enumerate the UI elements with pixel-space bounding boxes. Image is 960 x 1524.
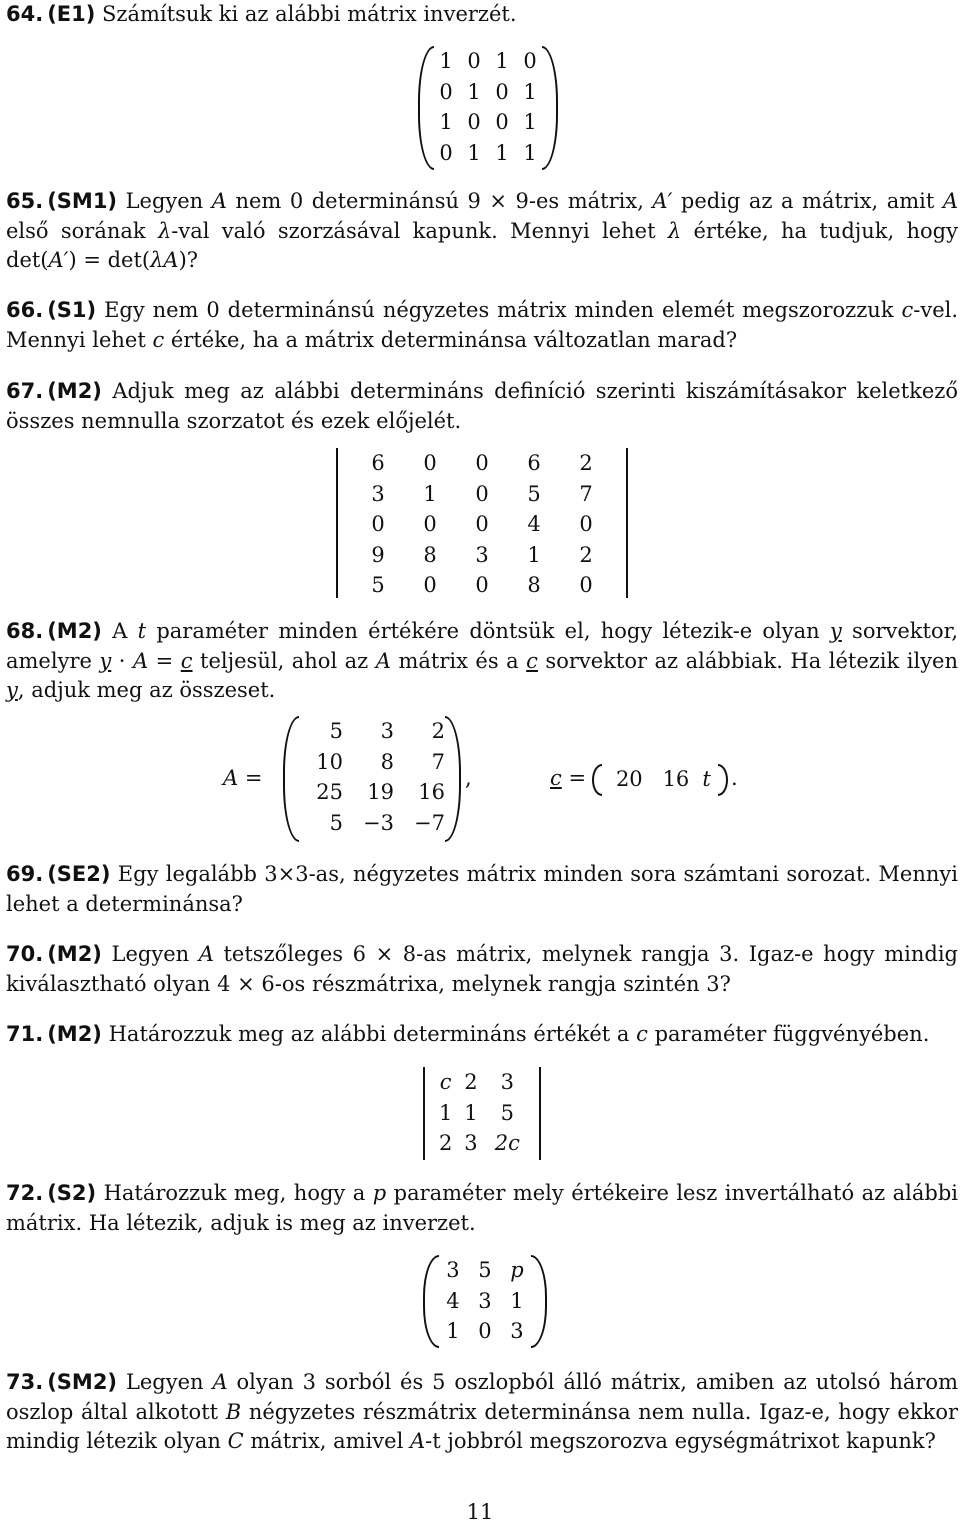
cell: 7 (579, 481, 593, 506)
text-run: olyan 3 sorból és 5 oszlopból álló mátrix, amiben az utolsó három oszlop által alkotott (6, 1370, 958, 1424)
matrix-row (437, 1286, 533, 1317)
right-paren (542, 46, 558, 170)
text-run: ) = det( (68, 248, 151, 272)
cell: 16 (418, 780, 445, 804)
problem-code: (E1) (47, 2, 96, 26)
matrix-table (432, 46, 544, 168)
math-var: A (942, 189, 958, 213)
cell: 2c (494, 1131, 520, 1155)
problem-71 (6, 1020, 958, 1050)
left-bar (336, 448, 338, 598)
cell: 1 (446, 1319, 460, 1343)
text-run: Határozzuk meg az alábbi determináns értékét a (108, 1022, 637, 1046)
text-run: mátrix, amivel (243, 1429, 410, 1453)
cell: 4 (446, 1288, 460, 1313)
problem-code: (SM2) (47, 1370, 118, 1394)
matrix-row (432, 138, 544, 169)
cell: 9 (371, 542, 385, 567)
problem-number: 71. (6, 1022, 44, 1046)
cell: 0 (478, 1319, 492, 1343)
math-var: c (152, 327, 165, 352)
problem-number: 66. (6, 298, 44, 322)
math-vector: y (6, 678, 18, 702)
math-vector: y (829, 619, 842, 643)
determinant-67 (336, 448, 628, 598)
cell: 6 (371, 451, 385, 475)
cell: 7 (431, 749, 445, 774)
cell: t (702, 767, 711, 791)
cell: 0 (423, 573, 437, 597)
text-run: A (112, 619, 138, 643)
comma (465, 766, 472, 790)
cell: 5 (329, 719, 344, 743)
math-var: A′ (652, 189, 673, 213)
cell: 3 (464, 1131, 478, 1155)
cell: 0 (475, 512, 489, 536)
cell: 5 (500, 1100, 514, 1125)
math-var: A (198, 942, 214, 966)
cell: 5 (371, 573, 385, 597)
matrix-table (437, 1255, 533, 1347)
matrix-row (352, 479, 612, 510)
cell: 0 (467, 49, 481, 73)
cell: 1 (439, 49, 453, 73)
cell: 3 (478, 1288, 492, 1313)
matrix-row (432, 77, 544, 108)
matrix-row (352, 448, 612, 479)
text-run: négyzetes részmátrix determinánsa nem nulla. Igaz-e, hogy ekkor mindig létezik olyan (6, 1399, 958, 1453)
cell: 3 (510, 1319, 524, 1343)
text-run: első sorának (6, 218, 158, 243)
cell: 0 (423, 512, 437, 536)
problem-code: (M2) (47, 379, 102, 403)
problem-code: (M2) (47, 1022, 102, 1046)
matrix-row (433, 1098, 531, 1129)
problem-70 (6, 940, 958, 999)
problem-number: 70. (6, 942, 44, 966)
text-run: Egy nem 0 determinánsú négyzetes mátrix minden elemét megszorozzuk (104, 298, 902, 322)
punct: . (731, 766, 738, 790)
vector-row (606, 764, 714, 795)
cell: 8 (423, 542, 437, 567)
cell: 25 (316, 780, 344, 804)
matrix-row (299, 808, 445, 839)
determinant-71 (423, 1067, 541, 1160)
cell: 20 (615, 767, 643, 791)
text-run: sorvektor az alábbiak. Ha létezik ilyen (537, 648, 959, 673)
text-run: Legyen (125, 1370, 213, 1394)
cell: 3 (475, 542, 489, 567)
cell: 0 (475, 573, 489, 597)
cell: 3 (380, 719, 394, 743)
problem-number: 72. (6, 1181, 44, 1205)
left-paren (592, 764, 602, 796)
text-run: Határozzuk meg, hogy a (103, 1181, 373, 1205)
cell: 8 (380, 749, 394, 774)
problem-text: Egy legalább 3×3-as, négyzetes mátrix minden sora számtani sorozat. Mennyi lehet a determinánsa? (6, 862, 958, 916)
cell: 1 (467, 79, 481, 104)
period (731, 766, 738, 790)
text-run: Legyen (125, 189, 212, 213)
punct: , (465, 766, 472, 790)
cell: c (439, 1070, 452, 1094)
math-var: t (137, 619, 147, 643)
math-var: λ (667, 218, 682, 243)
math-var: C (227, 1429, 244, 1453)
cell: 2 (438, 1131, 453, 1155)
cell: 1 (439, 110, 453, 134)
cell: 0 (371, 512, 385, 536)
cell: 1 (523, 110, 537, 134)
left-bar (423, 1067, 425, 1160)
cell: 0 (475, 481, 489, 506)
cell: 2 (579, 542, 593, 567)
cell: 2 (464, 1070, 478, 1094)
cell: 0 (495, 110, 509, 134)
cell: −7 (414, 810, 445, 835)
math-var: λA (150, 248, 179, 272)
problem-code: (S1) (47, 298, 97, 322)
text-run: )? (178, 248, 199, 272)
cell: 3 (446, 1258, 460, 1282)
matrix-row (437, 1316, 533, 1347)
math-vector: c (526, 648, 538, 673)
cell: 16 (662, 767, 690, 791)
matrix-row (432, 46, 544, 77)
text-run: = (148, 648, 181, 673)
cell: 4 (527, 512, 541, 536)
cell: 10 (316, 749, 344, 774)
math-vector: c (180, 648, 193, 673)
cell: 2 (431, 719, 445, 743)
c-vector (592, 764, 728, 796)
right-bar (626, 448, 628, 598)
problem-code: (S2) (47, 1181, 97, 1205)
cell: 0 (579, 573, 593, 597)
matrix-64 (418, 46, 558, 170)
problem-code: (SE2) (47, 862, 111, 886)
text-run: paraméter függvényében. (647, 1022, 930, 1046)
text-run: tetszőleges 6 × 8-as mátrix, melynek rangja 3. Igaz-e hogy mindig kiválasztható olyan 4 × 6-os részmátrixa, melynek rangja szintén 3? (6, 942, 958, 996)
matrix-row (433, 1128, 531, 1159)
problem-68 (6, 617, 958, 706)
cell: 0 (495, 79, 509, 104)
text-run: -val való szorzásával kapunk. Mennyi lehet (171, 218, 668, 243)
math-vector: c (550, 766, 562, 790)
math-var: A (212, 1370, 228, 1394)
problem-text: Számítsuk ki az alábbi mátrix inverzét. (102, 2, 517, 26)
matrix-row (437, 1255, 533, 1286)
problem-66 (6, 296, 958, 355)
matrix-row (433, 1067, 531, 1098)
cell: 1 (495, 140, 509, 165)
math-var: A (211, 189, 227, 213)
text-run: Legyen (111, 942, 199, 966)
matrix-72 (423, 1255, 547, 1348)
math-vector: y (99, 648, 112, 673)
math-var: A (375, 648, 391, 673)
text-run: értéke, ha a mátrix determinánsa változatlan marad? (164, 327, 738, 352)
A-label (223, 766, 262, 790)
cell: 0 (467, 110, 481, 134)
cell: 1 (423, 481, 437, 506)
problem-code: (M2) (47, 942, 102, 966)
cell: 2 (579, 451, 593, 475)
problem-number: 64. (6, 2, 44, 26)
cell: 8 (527, 573, 541, 597)
matrix-table (352, 448, 612, 601)
text-run: nem 0 determinánsú 9 × 9-es mátrix, (226, 189, 653, 213)
right-paren (445, 716, 461, 842)
cell: 5 (329, 810, 344, 835)
text-run: mátrix és a (390, 648, 527, 673)
left-paren (283, 716, 299, 842)
problem-number: 65. (6, 189, 44, 213)
problem-73 (6, 1368, 958, 1457)
problem-69 (6, 860, 958, 919)
text-run: · (111, 648, 133, 673)
math-var: p (372, 1181, 387, 1205)
cell: 6 (527, 451, 541, 475)
cell: 1 (438, 1100, 453, 1125)
problem-67 (6, 377, 958, 436)
matrix-row (352, 570, 612, 601)
text-run: , adjuk meg az összeset. (17, 678, 276, 702)
matrix-row (352, 509, 612, 540)
text-run: értéke, ha tudjuk, hogy det( (6, 218, 958, 272)
matrix-row (299, 747, 445, 778)
equals: = (561, 766, 587, 790)
matrix-row (299, 777, 445, 808)
text-run: paraméter mely értékeire lesz invertálható az alábbi mátrix. Ha létezik, adjuk is meg az inverzet. (6, 1181, 958, 1235)
math-var: A′ (48, 248, 69, 272)
math-label: A = (223, 766, 263, 790)
problem-65 (6, 187, 958, 276)
page-number: 11 (466, 1500, 494, 1524)
problem-number: 68. (6, 619, 44, 643)
cell: p (510, 1258, 524, 1282)
problem-code: (M2) (47, 619, 102, 643)
problem-number: 69. (6, 862, 44, 886)
math-var: A (132, 648, 149, 673)
matrix-row (432, 107, 544, 138)
cell: 1 (523, 140, 537, 165)
cell: 3 (371, 481, 385, 506)
problem-number: 67. (6, 379, 44, 403)
cell: 1 (510, 1288, 524, 1313)
text-run: sorvektor, amelyre (6, 619, 959, 673)
cell: 1 (464, 1100, 478, 1125)
matrix-table (433, 1067, 531, 1159)
cell: 1 (523, 79, 537, 104)
cell: 0 (439, 79, 453, 104)
math-var: c (636, 1022, 648, 1046)
problem-64 (6, 0, 958, 30)
cell: 5 (527, 481, 541, 506)
right-paren (531, 1255, 547, 1348)
problem-code: (SM1) (47, 189, 118, 213)
cell: 3 (500, 1070, 514, 1094)
matrix-row (352, 540, 612, 571)
text-run: pedig az a mátrix, amit (672, 189, 943, 213)
text-run: -vel. Mennyi lehet (6, 298, 959, 352)
right-paren (718, 764, 728, 796)
cell: 19 (367, 780, 394, 804)
problem-72 (6, 1179, 958, 1238)
cell: 5 (478, 1258, 492, 1282)
right-bar (539, 1067, 541, 1160)
text-run: teljesül, ahol az (192, 648, 376, 673)
cell: 0 (439, 140, 453, 165)
math-var: c (901, 298, 914, 322)
cell: 1 (527, 542, 541, 567)
cell: 0 (423, 451, 437, 475)
cell: −3 (363, 810, 394, 835)
cell: 0 (523, 49, 537, 73)
math-var: B (225, 1399, 242, 1424)
matrix-68-A (283, 716, 461, 842)
problem-number: 73. (6, 1370, 44, 1394)
cell: 1 (467, 140, 481, 165)
math-var: A (410, 1429, 426, 1453)
problem-text: Adjuk meg az alábbi determináns definíció szerinti kiszámításakor keletkező összes nemnulla szorzatot és ezek előjelét. (6, 379, 958, 433)
text-run: paraméter minden értékére döntsük el, hogy létezik-e olyan (146, 619, 830, 643)
cell: 1 (495, 49, 509, 73)
text-run: -t jobbról megszorozva egységmátrixot kapunk? (425, 1429, 936, 1453)
vector-table (606, 764, 714, 795)
matrix-table (299, 716, 445, 838)
cell: 0 (579, 512, 593, 536)
c-label (550, 766, 586, 790)
cell: 0 (475, 451, 489, 475)
matrix-row (299, 716, 445, 747)
math-var: λ (157, 218, 172, 243)
